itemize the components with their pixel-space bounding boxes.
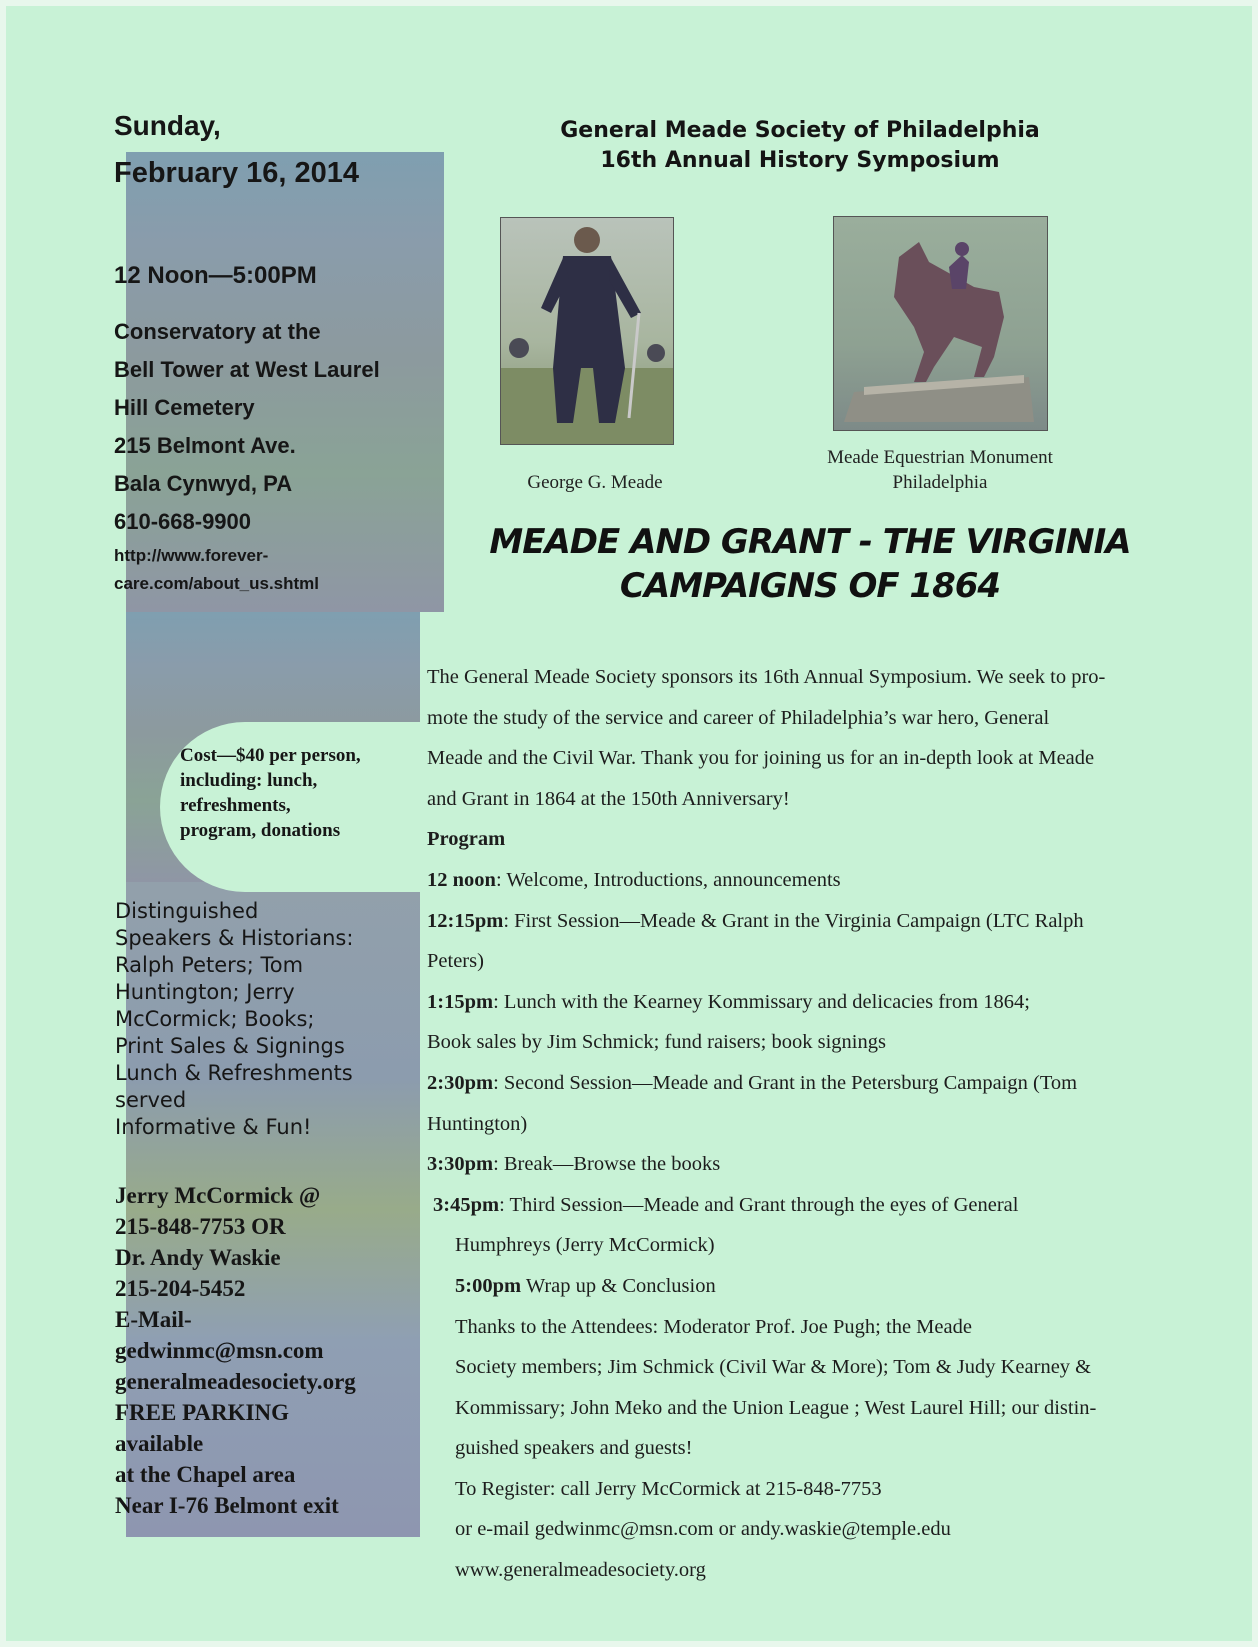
- intro-line: Meade and the Civil War. Thank you for joining us for an in-depth look at Meade: [427, 747, 1095, 770]
- venue-line: Bala Cynwyd, PA: [114, 471, 293, 496]
- speakers-line: McCormick; Books;: [115, 1007, 315, 1031]
- cost-line: including: lunch,: [180, 770, 318, 791]
- contact-email[interactable]: gedwinmc@msn.com: [115, 1338, 324, 1363]
- contact-line: Jerry McCormick @: [115, 1183, 321, 1208]
- contact-line: 215-848-7753 OR: [115, 1214, 286, 1239]
- program-item-cont: Huntington): [427, 1112, 528, 1135]
- symposium-name: 16th Annual History Symposium: [600, 148, 1000, 173]
- speakers-block: [115, 898, 405, 1141]
- program-text: : First Session—Meade & Grant in the Virginia Campaign (LTC Ralph: [503, 909, 1084, 932]
- equestrian-statue-icon: [834, 217, 1047, 430]
- symposium-title: [480, 520, 1140, 608]
- program-item: [427, 1266, 1217, 1307]
- contact-line: E-Mail-: [115, 1307, 192, 1332]
- program-text: : Second Session—Meade and Grant in the Petersburg Campaign (Tom: [493, 1071, 1078, 1094]
- monument-caption-line: Meade Equestrian Monument: [827, 447, 1053, 468]
- cost-line: Cost—$40 per person,: [180, 745, 361, 766]
- register-website[interactable]: www.generalmeadesociety.org: [455, 1559, 706, 1582]
- contact-line: Dr. Andy Waskie: [115, 1245, 281, 1270]
- program-item: [427, 982, 1217, 1023]
- speakers-line: Informative & Fun!: [115, 1115, 312, 1139]
- program-item: [427, 1185, 1217, 1226]
- program-time: 12 noon: [427, 868, 496, 891]
- program-text: : Lunch with the Kearney Kommissary and delicacies from 1864;: [493, 990, 1030, 1013]
- meade-portrait-icon: [501, 218, 673, 444]
- venue-url: [114, 542, 319, 598]
- program-heading: Program: [427, 828, 506, 851]
- program-time: 3:45pm: [433, 1193, 500, 1216]
- venue-phone: 610-668-9900: [114, 509, 252, 534]
- event-date: February 16, 2014: [114, 157, 360, 189]
- thanks-line: Thanks to the Attendees: Moderator Prof. Joe Pugh; the Meade: [455, 1315, 972, 1338]
- event-time: 12 Noon—5:00PM: [114, 262, 317, 289]
- register-email-line[interactable]: or e-mail gedwinmc@msn.com or andy.waskie@temple.edu: [455, 1518, 951, 1541]
- contact-line: 215-204-5452: [115, 1276, 246, 1301]
- program-item: [427, 1063, 1217, 1104]
- program-time: 12:15pm: [427, 909, 504, 932]
- program-item: [427, 901, 1217, 942]
- program-text: : Break—Browse the books: [493, 1153, 721, 1176]
- program-time: 3:30pm: [427, 1153, 494, 1176]
- program-time: 5:00pm: [455, 1274, 522, 1297]
- contact-line: available: [115, 1431, 204, 1456]
- program-time: 2:30pm: [427, 1071, 494, 1094]
- portrait-caption: George G. Meade: [527, 472, 663, 493]
- cost-line: program, donations: [180, 820, 341, 841]
- contact-website[interactable]: generalmeadesociety.org: [115, 1369, 356, 1394]
- title-line: MEADE AND GRANT - THE VIRGINIA: [489, 522, 1131, 562]
- program-item-cont: Peters): [427, 950, 484, 973]
- register-line: To Register: call Jerry McCormick at 215-848-7753: [455, 1477, 882, 1500]
- url-line: http://www.forever-: [114, 546, 269, 565]
- speakers-line: served: [115, 1088, 187, 1112]
- venue-line: Bell Tower at West Laurel: [114, 357, 380, 382]
- thanks-line: guished speakers and guests!: [455, 1437, 693, 1460]
- speakers-line: Speakers & Historians:: [115, 926, 354, 950]
- contact-line: Near I-76 Belmont exit: [115, 1493, 339, 1518]
- program-body: [427, 657, 1217, 1591]
- speakers-line: Huntington; Jerry: [115, 980, 295, 1004]
- intro-line: The General Meade Society sponsors its 16th Annual Symposium. We seek to pro-: [427, 666, 1106, 688]
- program-item-cont: Book sales by Jim Schmick; fund raisers; book signings: [427, 1031, 886, 1054]
- event-venue: [114, 313, 380, 541]
- program-text: Wrap up & Conclusion: [521, 1274, 716, 1297]
- program-text: : Welcome, Introductions, announcements: [495, 868, 841, 891]
- intro-line: and Grant in 1864 at the 150th Anniversary!: [427, 787, 790, 810]
- speakers-line: Print Sales & Signings: [115, 1034, 345, 1058]
- program-time: 1:15pm: [427, 990, 494, 1013]
- venue-line: 215 Belmont Ave.: [114, 433, 296, 458]
- contact-line: FREE PARKING: [115, 1400, 289, 1425]
- cost-callout: [180, 743, 410, 843]
- program-item-cont: Humphreys (Jerry McCormick): [455, 1234, 715, 1257]
- program-text: : Third Session—Meade and Grant through the eyes of General: [499, 1193, 1019, 1216]
- cost-line: refreshments,: [180, 795, 291, 816]
- event-day: Sunday,: [114, 110, 221, 141]
- monument-caption-line: Philadelphia: [892, 472, 988, 493]
- title-line: CAMPAIGNS OF 1864: [619, 566, 1001, 606]
- url-line: care.com/about_us.shtml: [114, 574, 320, 593]
- society-header: [480, 116, 1120, 176]
- venue-line: Conservatory at the: [114, 319, 321, 344]
- contact-line: at the Chapel area: [115, 1462, 296, 1487]
- monument-caption: [780, 445, 1100, 495]
- contact-block: [115, 1180, 415, 1521]
- speakers-line: Ralph Peters; Tom: [115, 953, 304, 977]
- program-item: [427, 1144, 1217, 1185]
- speakers-line: Lunch & Refreshments: [115, 1061, 353, 1085]
- speakers-line: Distinguished: [115, 899, 259, 923]
- equestrian-monument-image: [833, 216, 1048, 431]
- meade-portrait-image: [500, 217, 674, 445]
- venue-line: Hill Cemetery: [114, 395, 255, 420]
- program-item: [427, 860, 1217, 901]
- intro-line: mote the study of the service and career of Philadelphia’s war hero, General: [427, 706, 1050, 729]
- society-name: General Meade Society of Philadelphia: [560, 118, 1040, 143]
- thanks-line: Society members; Jim Schmick (Civil War & More); Tom & Judy Kearney &: [455, 1356, 1092, 1379]
- thanks-line: Kommissary; John Meko and the Union League ; West Laurel Hill; our distin-: [455, 1396, 1097, 1419]
